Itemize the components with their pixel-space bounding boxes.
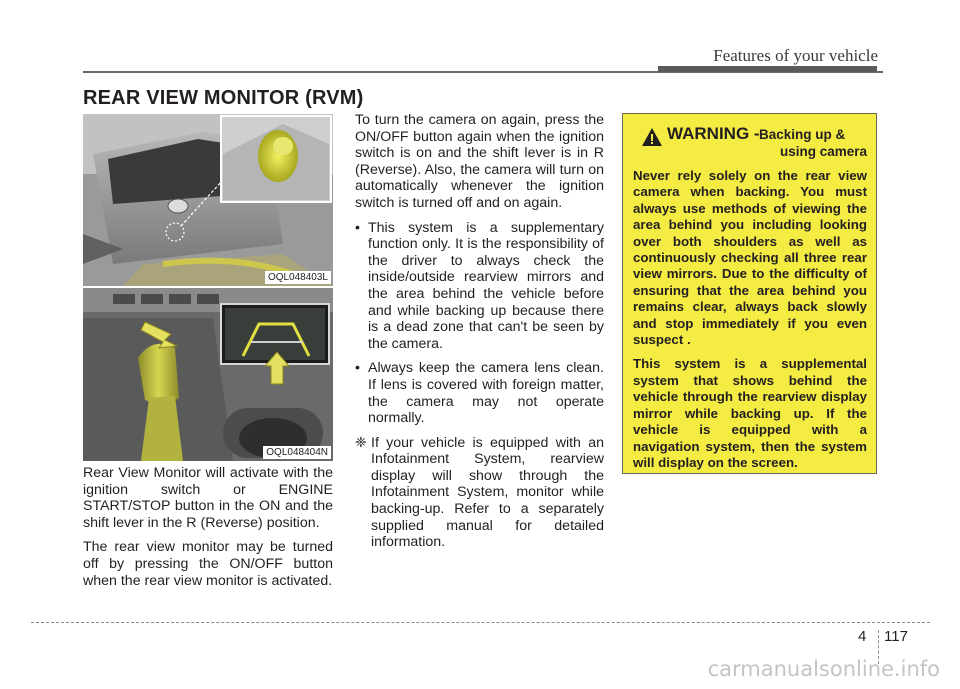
bullet-mark: •	[355, 360, 360, 377]
bullet-text: This system is a supplementary function only. It is the responsibility of the driver to always check the inside/outside rearview mirrors and the area behind the vehicle before and while backing up because there is a dead zone that can't be seen by the camera.	[368, 219, 604, 352]
warning-paragraph: Never rely solely on the rear view camera when backing. You must always use methods of viewing the area behind you including looking over both shoulders as well as continuously checking all three rear view mirrors. Due to the difficulty of ensuring that the area behind you remains clear, always back slowly and stop immediately if you even suspect .	[633, 168, 867, 348]
page-number: 117	[884, 628, 908, 645]
figure-shift-lever-display	[83, 288, 333, 461]
figure-code: OQL048404N	[263, 446, 331, 459]
section-title: REAR VIEW MONITOR (RVM)	[83, 87, 364, 109]
watermark: carmanualsonline.info	[707, 657, 940, 681]
note-item	[355, 435, 604, 551]
chapter-header-title: Features of your vehicle	[713, 46, 878, 65]
header-rule-accent	[658, 66, 877, 72]
bullet-item	[355, 220, 604, 353]
column-middle-text	[355, 112, 604, 559]
warning-paragraph: This system is a supplemental system that shows behind the vehicle through the rearview display mirror while backing up. If the vehicle is equipped with a navigation system, then the system will display on the screen.	[633, 356, 867, 470]
shift-lever-illustration	[83, 288, 333, 461]
note-text: If your vehicle is equipped with an Infotainment System, rearview display will show through the Infotainment System, monitor while backing-up. Refer to a separately supplied manual for detailed information.	[371, 434, 604, 551]
paragraph: To turn the camera on again, press the ON/OFF button again when the ignition switch is on and the shift lever is in R (Reverse). Also, the camera will turn on automatically whenever the ignition switch is turned off and on again.	[355, 112, 604, 211]
column-left-text	[83, 465, 333, 597]
warning-heading: WARNING -	[667, 124, 760, 143]
note-mark: ❈	[355, 434, 367, 451]
warning-subheading: using camera	[779, 144, 867, 159]
figure-code: OQL048403L	[265, 271, 331, 284]
bullet-mark: •	[355, 219, 360, 236]
warning-triangle-icon	[641, 127, 663, 147]
paragraph: The rear view monitor may be turned off by pressing the ON/OFF button when the rear view monitor is activated.	[83, 539, 333, 589]
paragraph: Rear View Monitor will activate with the ignition switch or ENGINE START/STOP button in the ON and the shift lever in the R (Reverse) position.	[83, 465, 333, 531]
warning-subheading: Backing up &	[759, 127, 846, 142]
footer-rule	[31, 622, 930, 623]
bullet-item	[355, 360, 604, 426]
chapter-number: 4	[858, 628, 867, 645]
bullet-text: Always keep the camera lens clean. If lens is covered with foreign matter, the camera may not operate normally.	[368, 360, 604, 427]
figure-rear-camera	[83, 114, 333, 286]
warning-header	[633, 124, 867, 162]
rear-camera-illustration	[83, 114, 333, 286]
warning-box	[622, 113, 877, 474]
